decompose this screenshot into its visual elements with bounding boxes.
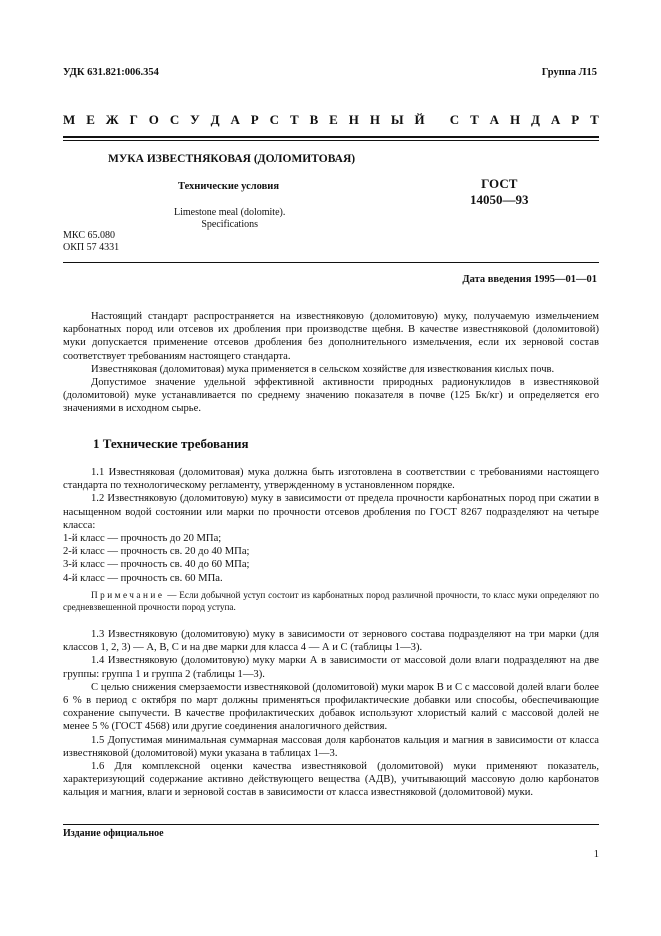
banner-letter: С — [269, 112, 280, 127]
banner-letter: Й — [414, 112, 425, 127]
section-1-block-a — [63, 466, 599, 585]
banner-letter: Ы — [390, 112, 404, 127]
banner-letter: Т — [590, 112, 599, 127]
intro-block — [63, 310, 599, 416]
note-block — [63, 589, 599, 613]
banner-letter: В — [309, 112, 319, 127]
note-label: Примечание — [91, 590, 165, 600]
clause-1-6: 1.6 Для комплексной оценки качества известняковой (доломитовой) муки применяют показатель, характеризующий содержание активно действующего вещества (АДВ), учитывающий массовую долю карбонатов кальция и магния, влаги и зерновой состав в зависимости от класса известняковой (доломитовой) муки. — [63, 761, 599, 799]
banner-letter: У — [190, 112, 200, 127]
class-item: 4-й класс — прочность св. 60 МПа. — [63, 572, 223, 584]
header-rule-top — [63, 136, 599, 138]
banner-letter: С — [169, 112, 180, 127]
banner-letter: Н — [369, 112, 380, 127]
page-number: 1 — [593, 849, 599, 860]
banner-letter: Д — [531, 112, 540, 127]
mks-code: МКС 65.080 — [63, 230, 115, 241]
banner-letter: Д — [210, 112, 220, 127]
gost-code: 14050—93 — [470, 192, 529, 207]
introduction-date: Дата введения 1995—01—01 — [462, 274, 597, 285]
banner-letter — [436, 112, 439, 128]
header-rule-top-thin — [63, 140, 599, 141]
footer-rule — [63, 824, 599, 825]
class-item: 3-й класс — прочность св. 40 до 60 МПа; — [63, 559, 250, 571]
intro-paragraph-3: Допустимое значение удельной эффективной активности природных радионуклидов в известняковой (доломитовой) муке устанавливается по среднему значению показателя в почве (125 Бк/кг) и определяется его значениями в исходном сырье. — [63, 377, 599, 415]
banner-letter: Е — [86, 112, 95, 127]
edition-label: Издание официальное — [63, 828, 164, 839]
clause-1-1: 1.1 Известняковая (доломитовая) мука должна быть изготовлена в соответствии с требованиями настоящего стандарта по технологическому регламенту, утвержденному в установленном порядке. — [63, 467, 599, 492]
banner-letter: О — [148, 112, 159, 127]
intro-paragraph-1: Настоящий стандарт распространяется на известняковую (доломитовую) муку, получаемую измельчением карбонатных пород или отсевов их дробления при производстве щебня. В качестве известняковой (доломитовой) муки допускается применение отсевов дробления без дополнительного измельчения, если их зерновой состав соответствует требованиям настоящего стандарта. — [63, 311, 599, 362]
clause-1-4: 1.4 Известняковую (доломитовую) муку марки А в зависимости от массовой доли влаги подразделяют на две группы: группа 1 и группа 2 (таблицы 1—3). — [63, 655, 599, 680]
banner-letter: Р — [250, 112, 259, 127]
section-1-block-b — [63, 628, 599, 800]
english-title-line-1: Limestone meal (dolomite). — [174, 207, 286, 218]
document-subtitle: Технические условия — [178, 181, 280, 192]
classification-codes — [63, 230, 119, 254]
banner-letter: Н — [509, 112, 521, 127]
banner-letter: А — [230, 112, 240, 127]
clause-1-4-continued: С целью снижения смерзаемости известняковой (доломитовой) муки марок В и С с массовой долей влаги более 6 % в период с октября по март должны применяться профилактические добавки или способы, обеспечивающие сохранение сыпучести. В качестве профилактических добавок используют хлористый калий с массовой долей не менее 5 % (ГОСТ 4568) или другие соединения аналогичного действия. — [63, 681, 599, 733]
clause-1-3: 1.3 Известняковую (доломитовую) муку в зависимости от зернового состава подразделяют на три марки (для классов 1, 2, 3) — А, В, С и на две марки для класса 4 — А и С (таблицы 1—3). — [63, 629, 599, 654]
intro-paragraph-2: Известняковая (доломитовая) мука применяется в сельском хозяйстве для известкования кислых почв. — [91, 363, 555, 375]
banner-letter: Р — [571, 112, 580, 127]
section-heading: 1 Технические требования — [93, 436, 249, 451]
class-item: 2-й класс — прочность св. 20 до 40 МПа; — [63, 546, 250, 558]
banner-letter: Ж — [105, 112, 119, 127]
banner-letter: М — [63, 112, 76, 127]
group-code: Группа Л15 — [541, 67, 597, 78]
banner-letter: Г — [129, 112, 138, 127]
date-rule — [63, 262, 599, 263]
udk-code: УДК 631.821:006.354 — [63, 67, 159, 78]
banner-letter: С — [449, 112, 460, 127]
gost-number — [470, 176, 529, 208]
okp-code: ОКП 57 4331 — [63, 242, 120, 253]
banner-letter: Н — [348, 112, 359, 127]
note-text: — Если добычной уступ состоит из карбонатных пород различной прочности, то класс муки определяют по средневзвешенной прочности пород уступа. — [63, 590, 599, 612]
banner-letter: Е — [329, 112, 338, 127]
banner-letter: Т — [289, 112, 299, 127]
note-paragraph — [63, 589, 599, 613]
banner-letter: А — [550, 112, 561, 127]
clause-1-5: 1.5 Допустимая минимальная суммарная массовая доля карбонатов кальция и магния в зависимости от класса известняковой (доломитовой) муки указана в таблицах 1—3. — [63, 734, 599, 759]
banner-letter: А — [489, 112, 500, 127]
clause-1-2: 1.2 Известняковую (доломитовую) муку в зависимости от предела прочности карбонатных пород при сжатии в насыщенном водой состоянии или марки по прочности отсевов дробления по ГОСТ 8267 подразделяют на четыре класса: — [63, 493, 599, 531]
document-title: МУКА ИЗВЕСТНЯКОВАЯ (ДОЛОМИТОВАЯ) — [108, 153, 356, 165]
gost-label: ГОСТ — [481, 176, 518, 191]
english-title-line-2: Specifications — [201, 219, 258, 230]
class-item: 1-й класс — прочность до 20 МПа; — [63, 533, 222, 545]
english-title — [174, 207, 285, 231]
standard-banner — [63, 112, 599, 128]
banner-letter: Т — [470, 112, 479, 127]
